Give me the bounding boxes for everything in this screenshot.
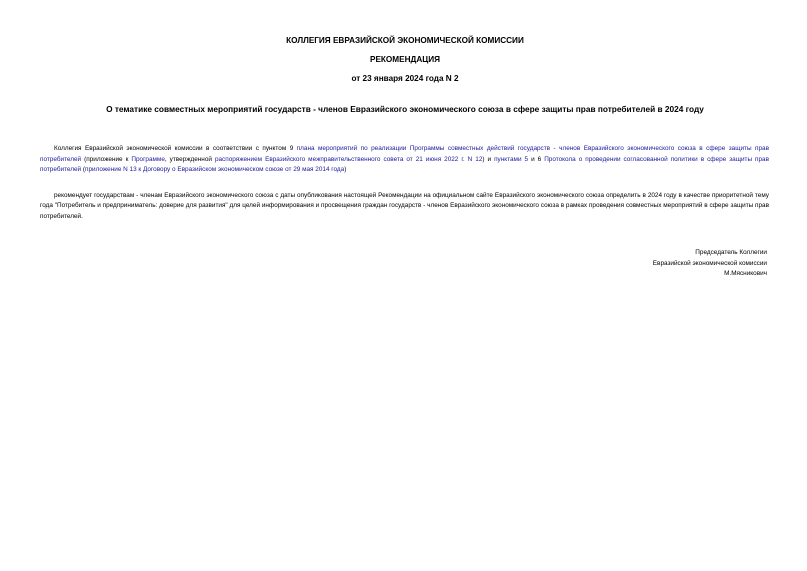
preamble-text-2: (приложение к — [81, 155, 132, 163]
paragraph-recommendation: рекомендует государствам - членам Евразийского экономического союза с даты опубликования настоящей Рекомендации на официальном сайте Евразийского экономического союза определить в 2024 году в качестве приоритетной тему года "Потребитель и предприниматель: доверие для развития" для целей информирования и просвещения граждан государств - членов Евразийского экономического союза в рамках проведения совместных мероприятий в сфере защиты прав потребителей. — [40, 191, 769, 220]
preamble-text-6: ( — [81, 166, 86, 173]
document-subject: О тематике совместных мероприятий государств - членов Евразийского экономического союза в сфере защиты прав потребителей в 2024 году — [106, 104, 704, 114]
link-council-order[interactable]: распоряжением Евразийского межправительственного совета от 21 июня 2022 г. N 12 — [214, 155, 483, 163]
document-body — [40, 144, 769, 237]
link-protocol[interactable]: Протокола о проведении согласованной политики в сфере защиты прав потребителей — [40, 155, 770, 173]
signature-block — [653, 248, 767, 280]
link-action-plan[interactable]: плана мероприятий по реализации Программы совместных действий государств - членов Евразийского экономического союза в сфере защиты прав потребителей — [40, 145, 769, 163]
link-clauses-5[interactable]: пунктами 5 — [494, 155, 529, 163]
document-date-number: от 23 января 2024 года N 2 — [351, 74, 459, 83]
link-program[interactable]: Программе — [131, 155, 165, 163]
preamble-text-3: , утвержденной — [164, 155, 215, 163]
document-type: РЕКОМЕНДАЦИЯ — [370, 55, 440, 64]
preamble-text-5: и 6 — [528, 155, 545, 163]
preamble-text-7: ) — [344, 166, 347, 173]
signature-name: М.Мясникович — [724, 270, 767, 277]
preamble-text-1: Коллегия Евразийской экономической комиссии в соответствии с пунктом 9 — [54, 145, 297, 152]
organization-title: КОЛЛЕГИЯ ЕВРАЗИЙСКОЙ ЭКОНОМИЧЕСКОЙ КОМИССИИ — [286, 36, 524, 45]
signature-position: Председатель Коллегии — [695, 249, 767, 256]
paragraph-preamble — [40, 144, 769, 176]
preamble-text-4: ) и — [482, 155, 495, 163]
link-treaty-annex[interactable]: приложение N 13 к Договору о Евразийском экономическом союзе от 29 мая 2014 года — [85, 166, 345, 173]
signature-organization: Евразийской экономической комиссии — [652, 259, 767, 267]
document-header — [40, 36, 770, 93]
